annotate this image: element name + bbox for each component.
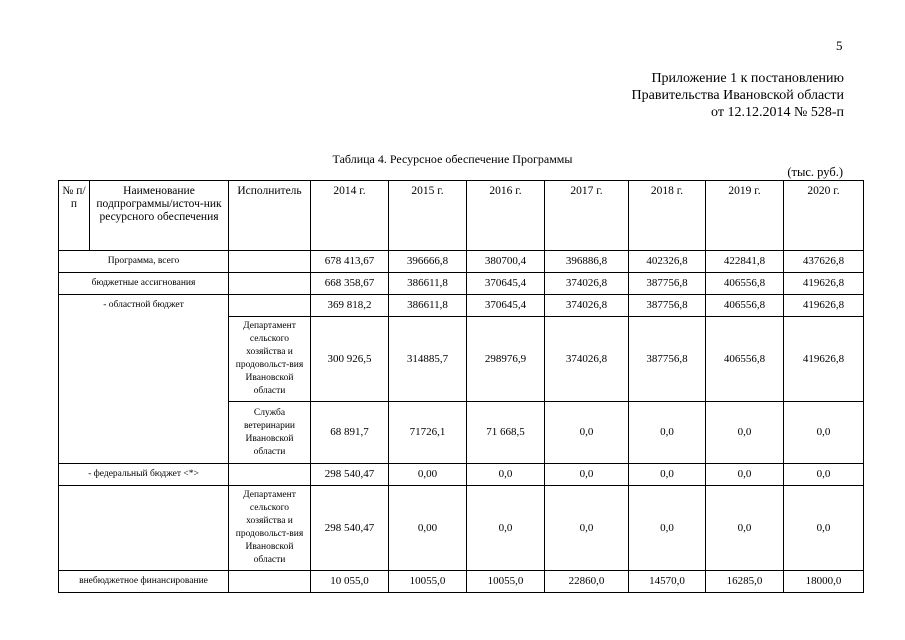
header-executor: Исполнитель bbox=[229, 181, 311, 251]
cell-value: 298976,9 bbox=[467, 317, 545, 402]
cell-value: 406556,8 bbox=[706, 273, 784, 295]
cell-value: 369 818,2 bbox=[311, 295, 389, 317]
cell-value: 10055,0 bbox=[467, 571, 545, 593]
cell-value: 10 055,0 bbox=[311, 571, 389, 593]
resource-table bbox=[58, 180, 864, 593]
row-executor bbox=[229, 273, 311, 295]
table-row bbox=[59, 251, 864, 273]
cell-value: 68 891,7 bbox=[311, 402, 389, 464]
table-row bbox=[59, 273, 864, 295]
cell-value: 0,0 bbox=[545, 464, 629, 486]
cell-value: 71 668,5 bbox=[467, 402, 545, 464]
cell-value: 678 413,67 bbox=[311, 251, 389, 273]
row-label: бюджетные ассигнования bbox=[59, 273, 229, 295]
row-label: - федеральный бюджет <*> bbox=[59, 464, 229, 486]
header-year: 2014 г. bbox=[311, 181, 389, 251]
table-title: Таблица 4. Ресурсное обеспечение Программы bbox=[332, 152, 573, 166]
appendix-line-1: Приложение 1 к постановлению bbox=[651, 71, 844, 86]
cell-value: 422841,8 bbox=[706, 251, 784, 273]
header-year: 2015 г. bbox=[389, 181, 467, 251]
table-row bbox=[59, 295, 864, 317]
cell-value: 0,0 bbox=[629, 486, 706, 571]
cell-value: 374026,8 bbox=[545, 317, 629, 402]
header-year: 2019 г. bbox=[706, 181, 784, 251]
cell-value: 406556,8 bbox=[706, 317, 784, 402]
cell-value: 396666,8 bbox=[389, 251, 467, 273]
header-year: 2016 г. bbox=[467, 181, 545, 251]
cell-value: 419626,8 bbox=[784, 317, 864, 402]
page-number: 5 bbox=[836, 38, 843, 53]
cell-value: 0,0 bbox=[706, 486, 784, 571]
cell-value: 0,0 bbox=[784, 402, 864, 464]
header-year: 2020 г. bbox=[784, 181, 864, 251]
cell-value: 18000,0 bbox=[784, 571, 864, 593]
row-executor: Департамент сельского хозяйства и продовольст-вия Ивановской области bbox=[229, 317, 311, 402]
cell-value: 387756,8 bbox=[629, 317, 706, 402]
cell-value: 380700,4 bbox=[467, 251, 545, 273]
cell-value: 0,00 bbox=[389, 486, 467, 571]
cell-value: 0,0 bbox=[629, 464, 706, 486]
cell-value: 0,0 bbox=[545, 486, 629, 571]
appendix-header bbox=[444, 70, 844, 121]
header-year: 2018 г. bbox=[629, 181, 706, 251]
table-row bbox=[59, 464, 864, 486]
row-executor bbox=[229, 464, 311, 486]
cell-value: 298 540,47 bbox=[311, 486, 389, 571]
header-year: 2017 г. bbox=[545, 181, 629, 251]
cell-value: 386611,8 bbox=[389, 273, 467, 295]
cell-value: 0,0 bbox=[706, 402, 784, 464]
row-executor bbox=[229, 295, 311, 317]
cell-value: 0,0 bbox=[629, 402, 706, 464]
row-label: Программа, всего bbox=[59, 251, 229, 273]
row-label: - областной бюджет bbox=[59, 295, 229, 464]
table-header-row bbox=[59, 181, 864, 251]
cell-value: 419626,8 bbox=[784, 273, 864, 295]
table-row bbox=[59, 571, 864, 593]
cell-value: 374026,8 bbox=[545, 273, 629, 295]
cell-value: 387756,8 bbox=[629, 273, 706, 295]
cell-value: 437626,8 bbox=[784, 251, 864, 273]
cell-value: 10055,0 bbox=[389, 571, 467, 593]
row-executor: Служба ветеринарии Ивановской области bbox=[229, 402, 311, 464]
cell-value: 668 358,67 bbox=[311, 273, 389, 295]
cell-value: 16285,0 bbox=[706, 571, 784, 593]
cell-value: 298 540,47 bbox=[311, 464, 389, 486]
header-num: № п/п bbox=[59, 181, 90, 251]
row-executor bbox=[229, 571, 311, 593]
cell-value: 387756,8 bbox=[629, 295, 706, 317]
appendix-line-2: Правительства Ивановской области bbox=[631, 88, 844, 103]
cell-value: 406556,8 bbox=[706, 295, 784, 317]
table-row bbox=[59, 486, 864, 571]
cell-value: 0,0 bbox=[706, 464, 784, 486]
cell-value: 0,0 bbox=[784, 486, 864, 571]
cell-value: 0,0 bbox=[467, 464, 545, 486]
cell-value: 0,0 bbox=[467, 486, 545, 571]
cell-value: 300 926,5 bbox=[311, 317, 389, 402]
table-units: (тыс. руб.) bbox=[787, 165, 843, 179]
row-executor bbox=[229, 251, 311, 273]
cell-value: 370645,4 bbox=[467, 273, 545, 295]
cell-value: 402326,8 bbox=[629, 251, 706, 273]
cell-value: 374026,8 bbox=[545, 295, 629, 317]
cell-value: 0,00 bbox=[389, 464, 467, 486]
cell-value: 419626,8 bbox=[784, 295, 864, 317]
cell-value: 22860,0 bbox=[545, 571, 629, 593]
row-label: внебюджетное финансирование bbox=[59, 571, 229, 593]
cell-value: 386611,8 bbox=[389, 295, 467, 317]
row-label bbox=[59, 486, 229, 571]
cell-value: 0,0 bbox=[545, 402, 629, 464]
appendix-line-3: от 12.12.2014 № 528-п bbox=[711, 105, 844, 120]
cell-value: 71726,1 bbox=[389, 402, 467, 464]
cell-value: 396886,8 bbox=[545, 251, 629, 273]
cell-value: 14570,0 bbox=[629, 571, 706, 593]
header-name: Наименование подпрограммы/источ-ник ресурсного обеспечения bbox=[90, 181, 229, 251]
row-executor: Департамент сельского хозяйства и продовольст-вия Ивановской области bbox=[229, 486, 311, 571]
cell-value: 314885,7 bbox=[389, 317, 467, 402]
cell-value: 370645,4 bbox=[467, 295, 545, 317]
cell-value: 0,0 bbox=[784, 464, 864, 486]
